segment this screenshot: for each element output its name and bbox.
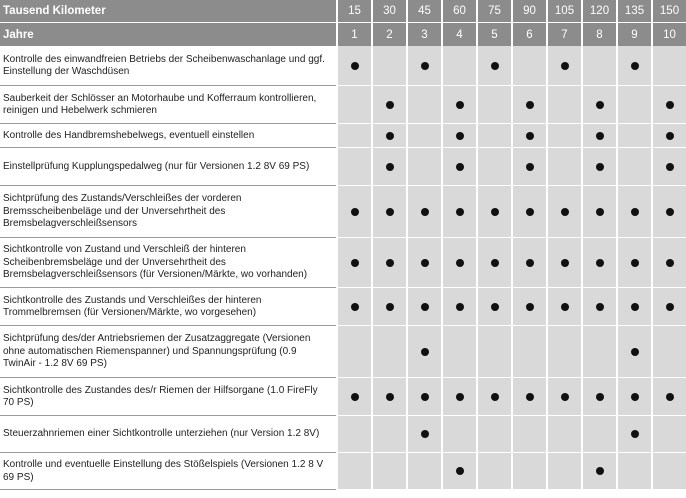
header-row-kilometers (0, 0, 686, 23)
interval-cell (546, 416, 581, 453)
check-dot-icon (386, 393, 394, 401)
interval-cell (546, 288, 581, 326)
interval-cell (651, 124, 686, 148)
schedule-body (0, 46, 686, 490)
check-dot-icon (561, 208, 569, 216)
table-row (0, 288, 686, 326)
check-dot-icon (526, 101, 534, 109)
check-dot-icon (456, 163, 464, 171)
check-dot-icon (666, 259, 674, 267)
check-dot-icon (666, 132, 674, 140)
interval-cell (441, 238, 476, 288)
check-dot-icon (386, 303, 394, 311)
check-dot-icon (561, 62, 569, 70)
interval-cell (581, 148, 616, 186)
interval-cell (616, 86, 651, 124)
check-dot-icon (421, 303, 429, 311)
check-dot-icon (596, 393, 604, 401)
interval-cell (371, 46, 406, 86)
check-dot-icon (526, 259, 534, 267)
check-dot-icon (421, 393, 429, 401)
interval-cell (406, 416, 441, 453)
year-9: 9 (616, 23, 651, 46)
check-dot-icon (491, 259, 499, 267)
year-5: 5 (476, 23, 511, 46)
interval-cell (511, 416, 546, 453)
year-2: 2 (371, 23, 406, 46)
interval-cell (581, 416, 616, 453)
check-dot-icon (491, 303, 499, 311)
interval-cell (406, 453, 441, 490)
interval-cell (406, 124, 441, 148)
interval-cell (406, 86, 441, 124)
interval-cell (336, 238, 371, 288)
check-dot-icon (351, 303, 359, 311)
task-description: Kontrolle des einwandfreien Betriebs der Scheibenwaschanlage und ggf. Einstellung der Waschdüsen (0, 46, 336, 86)
interval-cell (546, 46, 581, 86)
check-dot-icon (631, 259, 639, 267)
interval-cell (651, 453, 686, 490)
check-dot-icon (526, 132, 534, 140)
check-dot-icon (526, 208, 534, 216)
task-description: Kontrolle des Handbremshebelwegs, eventuell einstellen (0, 124, 336, 148)
interval-cell (336, 124, 371, 148)
interval-cell (511, 46, 546, 86)
check-dot-icon (666, 303, 674, 311)
interval-cell (616, 186, 651, 238)
check-dot-icon (596, 208, 604, 216)
table-row (0, 86, 686, 124)
interval-cell (476, 378, 511, 416)
year-1: 1 (336, 23, 371, 46)
check-dot-icon (561, 393, 569, 401)
check-dot-icon (631, 348, 639, 356)
interval-cell (581, 124, 616, 148)
interval-cell (651, 238, 686, 288)
check-dot-icon (421, 348, 429, 356)
interval-cell (476, 416, 511, 453)
task-description: Sauberkeit der Schlösser an Motorhaube und Kofferraum kontrollieren, reinigen und Hebelwerk schmieren (0, 86, 336, 124)
km-75: 75 (476, 0, 511, 23)
check-dot-icon (351, 208, 359, 216)
interval-cell (511, 186, 546, 238)
header-row-years (0, 23, 686, 46)
interval-cell (581, 453, 616, 490)
interval-cell (511, 238, 546, 288)
check-dot-icon (351, 393, 359, 401)
check-dot-icon (386, 132, 394, 140)
interval-cell (511, 326, 546, 378)
year-6: 6 (511, 23, 546, 46)
interval-cell (546, 148, 581, 186)
table-row (0, 416, 686, 453)
interval-cell (546, 86, 581, 124)
interval-cell (651, 46, 686, 86)
interval-cell (581, 238, 616, 288)
interval-cell (336, 378, 371, 416)
interval-cell (476, 453, 511, 490)
interval-cell (336, 453, 371, 490)
interval-cell (336, 46, 371, 86)
interval-cell (511, 453, 546, 490)
interval-cell (476, 148, 511, 186)
task-description: Kontrolle und eventuelle Einstellung des Stößelspiels (Versionen 1.2 8 V 69 PS) (0, 453, 336, 490)
check-dot-icon (456, 259, 464, 267)
interval-cell (476, 288, 511, 326)
interval-cell (651, 378, 686, 416)
interval-cell (651, 326, 686, 378)
km-120: 120 (581, 0, 616, 23)
check-dot-icon (596, 163, 604, 171)
interval-cell (651, 416, 686, 453)
km-60: 60 (441, 0, 476, 23)
interval-cell (651, 86, 686, 124)
check-dot-icon (421, 208, 429, 216)
interval-cell (441, 186, 476, 238)
check-dot-icon (456, 132, 464, 140)
interval-cell (406, 288, 441, 326)
check-dot-icon (526, 163, 534, 171)
interval-cell (546, 326, 581, 378)
interval-cell (336, 186, 371, 238)
check-dot-icon (351, 62, 359, 70)
interval-cell (441, 416, 476, 453)
years-header: Jahre (0, 23, 336, 46)
interval-cell (371, 326, 406, 378)
interval-cell (441, 378, 476, 416)
table-row (0, 378, 686, 416)
interval-cell (441, 148, 476, 186)
interval-cell (511, 378, 546, 416)
interval-cell (546, 238, 581, 288)
km-90: 90 (511, 0, 546, 23)
check-dot-icon (631, 303, 639, 311)
km-30: 30 (371, 0, 406, 23)
check-dot-icon (421, 62, 429, 70)
check-dot-icon (631, 62, 639, 70)
year-8: 8 (581, 23, 616, 46)
interval-cell (371, 453, 406, 490)
interval-cell (441, 326, 476, 378)
check-dot-icon (456, 101, 464, 109)
interval-cell (406, 238, 441, 288)
interval-cell (336, 416, 371, 453)
interval-cell (336, 326, 371, 378)
task-description: Steuerzahnriemen einer Sichtkontrolle unterziehen (nur Version 1.2 8V) (0, 416, 336, 453)
check-dot-icon (491, 393, 499, 401)
check-dot-icon (666, 208, 674, 216)
interval-cell (616, 288, 651, 326)
interval-cell (511, 288, 546, 326)
kilometers-header: Tausend Kilometer (0, 0, 336, 23)
km-105: 105 (546, 0, 581, 23)
check-dot-icon (596, 259, 604, 267)
table-row (0, 186, 686, 238)
check-dot-icon (421, 430, 429, 438)
task-description: Sichtkontrolle des Zustands und Verschleißes der hinteren Trommelbremsen (für Versionen/Märkte, wo vorgesehen) (0, 288, 336, 326)
interval-cell (371, 378, 406, 416)
check-dot-icon (351, 259, 359, 267)
interval-cell (476, 326, 511, 378)
interval-cell (581, 46, 616, 86)
table-row (0, 453, 686, 490)
interval-cell (546, 453, 581, 490)
task-description: Sichtprüfung des/der Antriebsriemen der Zusatzaggregate (Versionen ohne automatischen Riemenspanner) und Spannungsprüfung (0.9 TwinAir - 1.2 8V 69 PS) (0, 326, 336, 378)
km-135: 135 (616, 0, 651, 23)
km-45: 45 (406, 0, 441, 23)
km-15: 15 (336, 0, 371, 23)
interval-cell (616, 238, 651, 288)
check-dot-icon (561, 259, 569, 267)
interval-cell (406, 378, 441, 416)
interval-cell (476, 238, 511, 288)
check-dot-icon (386, 163, 394, 171)
interval-cell (511, 86, 546, 124)
interval-cell (581, 186, 616, 238)
interval-cell (511, 148, 546, 186)
interval-cell (616, 148, 651, 186)
task-description: Sichtkontrolle von Zustand und Verschleiß der hinteren Scheibenbremsbeläge und der Unversehrtheit des Bremsbelagverschleißsensors (für Versionen/Märkte, wo vorhanden) (0, 238, 336, 288)
year-10: 10 (651, 23, 686, 46)
interval-cell (476, 86, 511, 124)
check-dot-icon (631, 430, 639, 438)
check-dot-icon (666, 163, 674, 171)
interval-cell (371, 148, 406, 186)
interval-cell (616, 416, 651, 453)
interval-cell (581, 86, 616, 124)
check-dot-icon (456, 208, 464, 216)
interval-cell (371, 238, 406, 288)
table-row (0, 326, 686, 378)
interval-cell (546, 186, 581, 238)
check-dot-icon (631, 208, 639, 216)
check-dot-icon (456, 303, 464, 311)
interval-cell (406, 326, 441, 378)
interval-cell (616, 124, 651, 148)
check-dot-icon (386, 208, 394, 216)
interval-cell (441, 288, 476, 326)
interval-cell (441, 124, 476, 148)
task-description: Sichtkontrolle des Zustandes des/r Riemen der Hilfsorgane (1.0 FireFly 70 PS) (0, 378, 336, 416)
check-dot-icon (386, 101, 394, 109)
interval-cell (616, 326, 651, 378)
check-dot-icon (526, 393, 534, 401)
interval-cell (371, 124, 406, 148)
check-dot-icon (666, 393, 674, 401)
check-dot-icon (561, 303, 569, 311)
interval-cell (651, 186, 686, 238)
task-description: Sichtprüfung des Zustands/Verschleißes der vorderen Bremsscheibenbeläge und der Unversehrtheit des Bremsbelagverschleißsensors (0, 186, 336, 238)
table-row (0, 238, 686, 288)
check-dot-icon (421, 259, 429, 267)
table-row (0, 148, 686, 186)
check-dot-icon (631, 393, 639, 401)
check-dot-icon (491, 208, 499, 216)
check-dot-icon (456, 393, 464, 401)
interval-cell (476, 46, 511, 86)
table-row (0, 46, 686, 86)
interval-cell (581, 378, 616, 416)
year-4: 4 (441, 23, 476, 46)
interval-cell (546, 378, 581, 416)
interval-cell (371, 86, 406, 124)
interval-cell (336, 148, 371, 186)
check-dot-icon (596, 101, 604, 109)
year-7: 7 (546, 23, 581, 46)
interval-cell (406, 186, 441, 238)
check-dot-icon (491, 62, 499, 70)
interval-cell (406, 46, 441, 86)
interval-cell (336, 86, 371, 124)
interval-cell (441, 453, 476, 490)
interval-cell (651, 288, 686, 326)
interval-cell (511, 124, 546, 148)
km-150: 150 (651, 0, 686, 23)
interval-cell (546, 124, 581, 148)
year-3: 3 (406, 23, 441, 46)
interval-cell (616, 453, 651, 490)
interval-cell (581, 326, 616, 378)
interval-cell (616, 46, 651, 86)
task-description: Einstellprüfung Kupplungspedalweg (nur für Versionen 1.2 8V 69 PS) (0, 148, 336, 186)
interval-cell (336, 288, 371, 326)
interval-cell (581, 288, 616, 326)
interval-cell (441, 46, 476, 86)
interval-cell (441, 86, 476, 124)
interval-cell (406, 148, 441, 186)
interval-cell (476, 124, 511, 148)
table-row (0, 124, 686, 148)
interval-cell (371, 416, 406, 453)
check-dot-icon (526, 303, 534, 311)
check-dot-icon (596, 467, 604, 475)
interval-cell (651, 148, 686, 186)
interval-cell (616, 378, 651, 416)
check-dot-icon (386, 259, 394, 267)
check-dot-icon (456, 467, 464, 475)
check-dot-icon (666, 101, 674, 109)
interval-cell (371, 186, 406, 238)
check-dot-icon (596, 303, 604, 311)
check-dot-icon (596, 132, 604, 140)
interval-cell (371, 288, 406, 326)
interval-cell (476, 186, 511, 238)
